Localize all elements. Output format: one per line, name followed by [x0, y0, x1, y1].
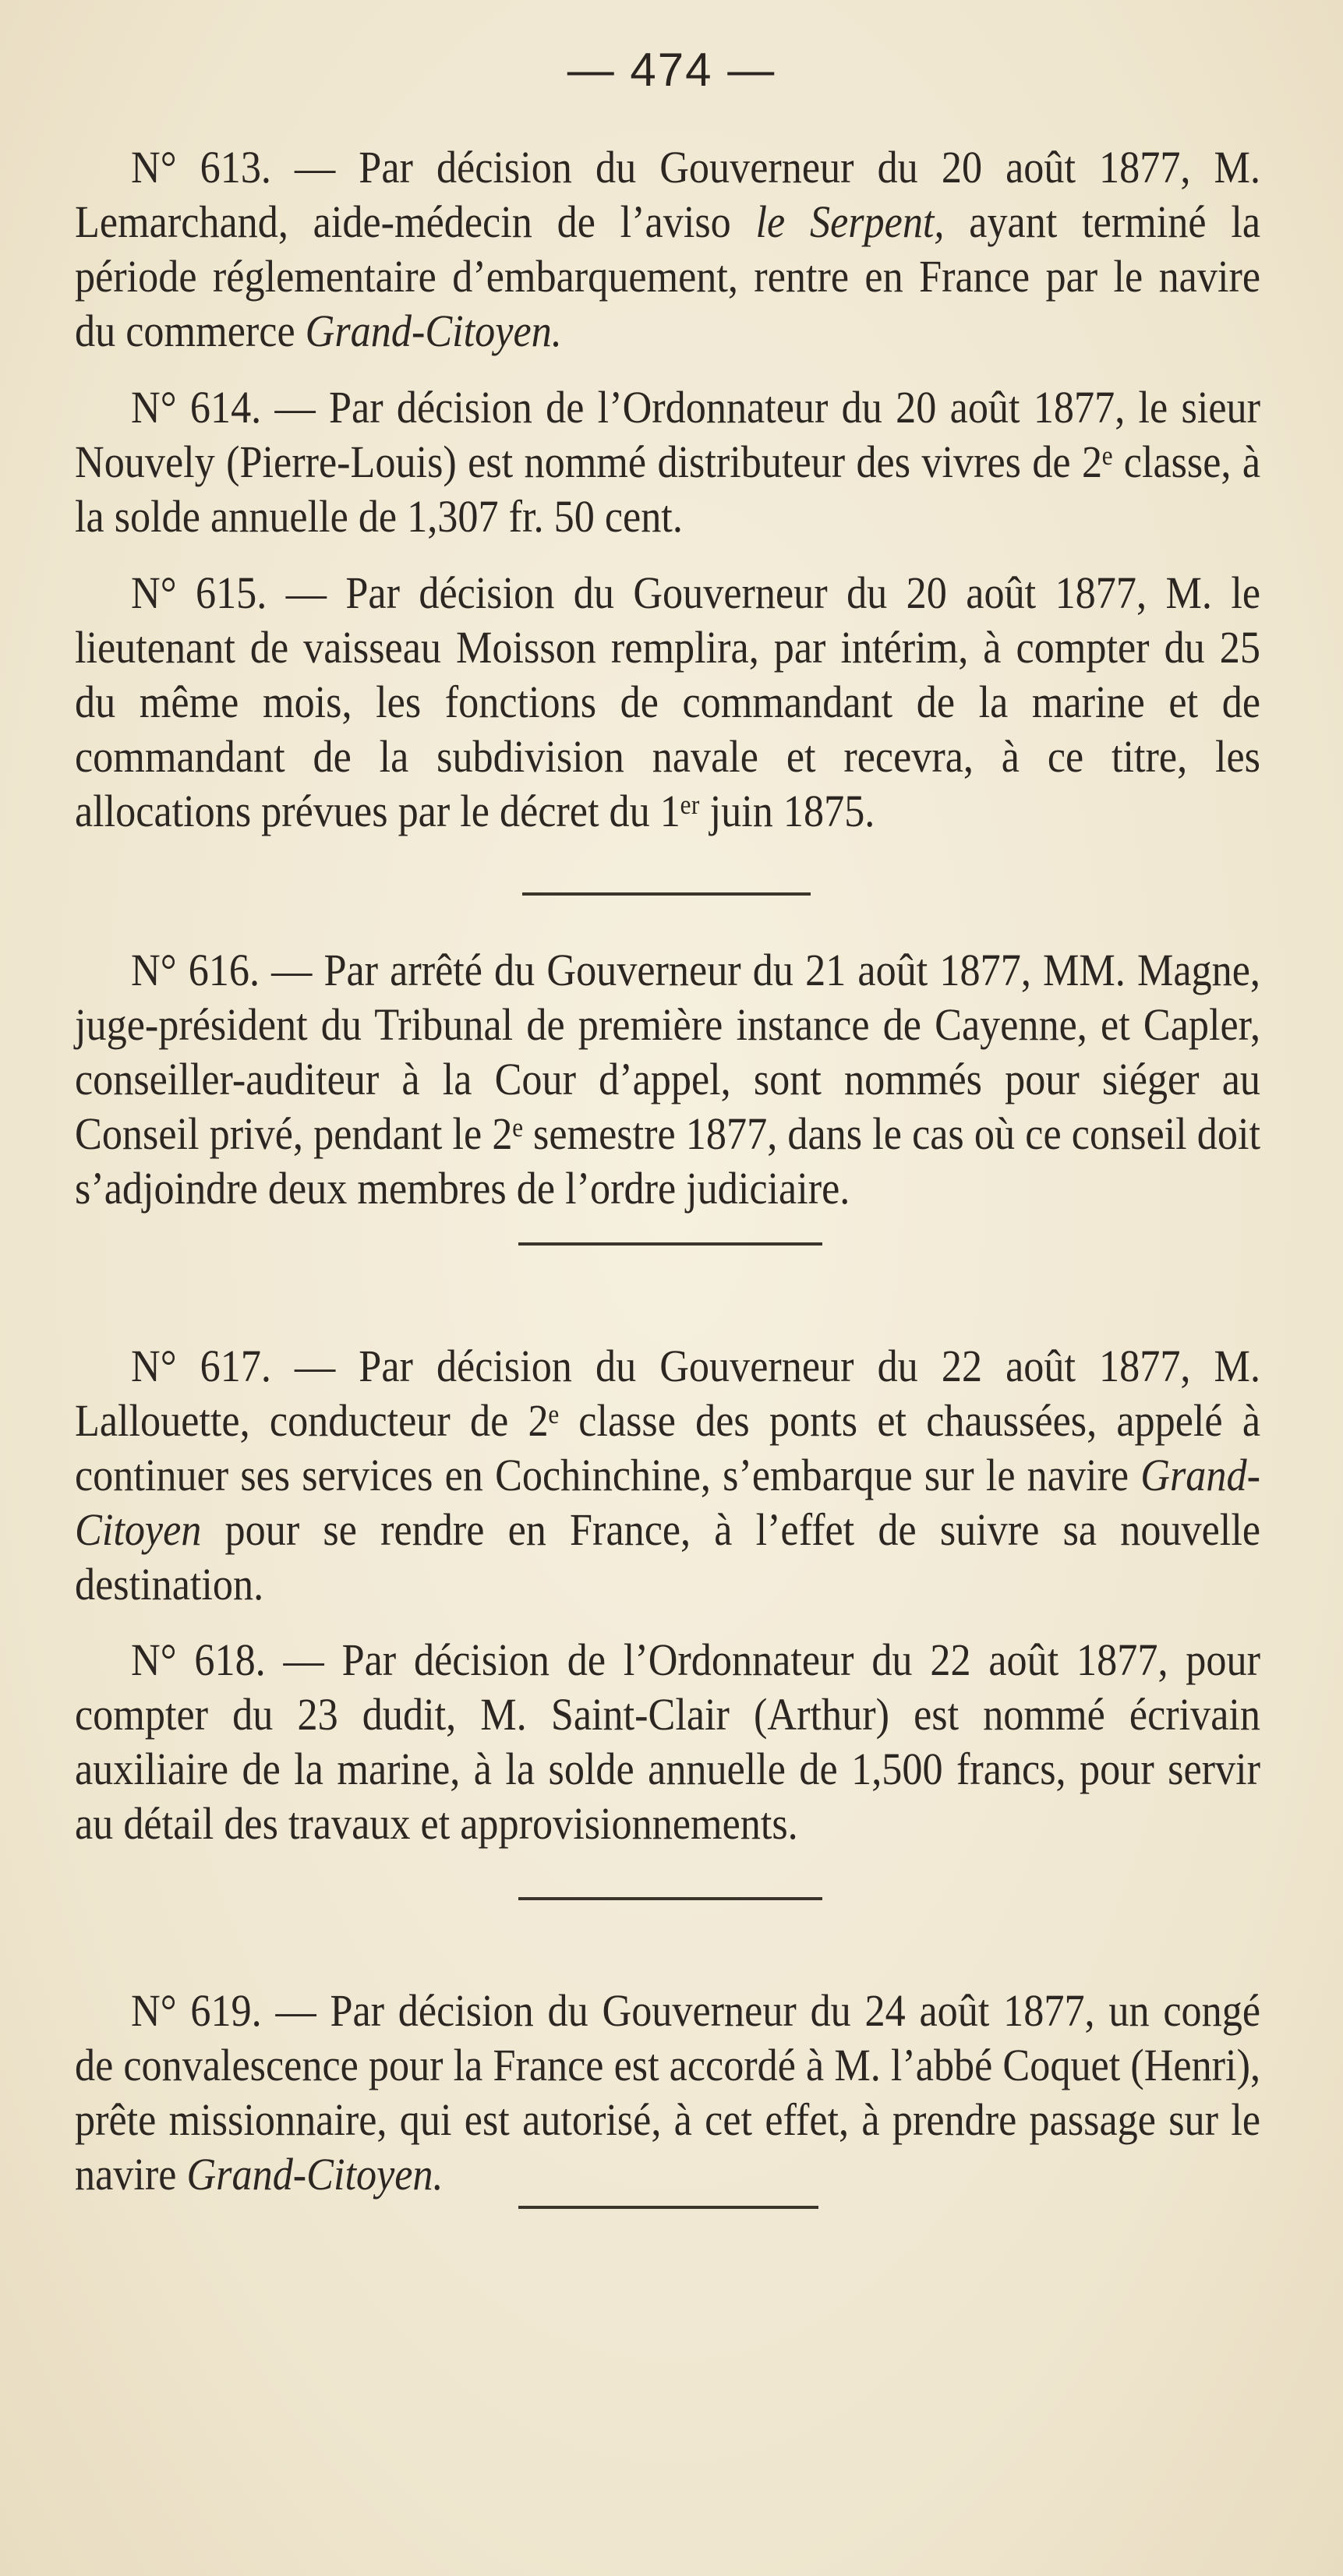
entry-614: [75, 380, 1260, 544]
entry-619-paragraph: [75, 1984, 1260, 2202]
entry-616-paragraph: [75, 943, 1260, 1216]
entry-number: N° 613. —: [131, 142, 336, 193]
vessel-name: Grand-Citoyen.: [305, 306, 562, 356]
entry-615: [75, 566, 1260, 839]
vessel-name: Grand-Citoyen.: [186, 2149, 444, 2200]
entry-text: Par décision de l’Ordonnateur du 20 août 1877, le sieur Nouvely (Pierre-Louis) est nommé distributeur des vivres de 2ᵉ classe, à la solde annuelle de 1,307 fr. 50 cent.: [75, 382, 1260, 542]
entry-text: ayant terminé la période réglementaire d’embarquement, rentre en France par le navire du commerce: [75, 196, 1260, 356]
entry-text: Par décision du Gouverneur du 20 août 1877, M. Lemarchand, aide-médecin de l’aviso: [75, 142, 1261, 247]
section-divider: [518, 2206, 818, 2209]
entry-613: [75, 140, 1260, 359]
entry-text: Par décision du Gouverneur du 24 août 1877, un congé de convalescence pour la France est accordé à M. l’abbé Coquet (Henri), prête missionnaire, qui est autorisé, à cet effet, à prendre passage sur le navire: [75, 1985, 1260, 2200]
page-number: — 474 —: [567, 44, 776, 96]
section-divider: [522, 892, 811, 896]
entry-614-paragraph: [75, 380, 1260, 544]
entry-number: N° 618. —: [131, 1634, 324, 1685]
entry-number: N° 615. —: [131, 567, 327, 618]
entry-number: N° 619. —: [131, 1985, 316, 2036]
entry-number: N° 616. —: [131, 945, 313, 995]
section-divider: [518, 1897, 822, 1900]
entry-number: N° 617. —: [131, 1341, 336, 1391]
entry-text: pour se rendre en France, à l’effet de suivre sa nouvelle destination.: [75, 1504, 1260, 1610]
entry-text: Par décision de l’Ordonnateur du 22 août 1877, pour compter du 23 dudit, M. Saint-Clair (Arthur) est nommé écrivain auxiliaire de la marine, à la solde annuelle de 1,500 francs, pour servir au détail des travaux et approvisionnements.: [75, 1634, 1260, 1849]
vessel-name: Grand-Citoyen: [75, 1450, 1260, 1555]
entry-text: Par arrêté du Gouverneur du 21 août 1877, MM. Magne, juge-président du Tribunal de première instance de Cayenne, et Capler, conseiller-auditeur à la Cour d’appel, sont nommés pour siéger au Conseil privé, pendant le 2ᵉ semestre 1877, dans le cas où ce conseil doit s’adjoindre deux membres de l’ordre judiciaire.: [75, 945, 1260, 1214]
entry-616: [75, 943, 1260, 1216]
entry-617: [75, 1339, 1260, 1612]
entry-618: [75, 1633, 1260, 1851]
entry-615-paragraph: [75, 566, 1260, 839]
vessel-name: le Serpent,: [755, 196, 945, 247]
entry-text: Par décision du Gouverneur du 20 août 1877, M. le lieutenant de vaisseau Moisson remplira, par intérim, à compter du 25 du même mois, les fonctions de commandant de la marine et de commandant de la subdivision navale et recevra, à ce titre, les allocations prévues par le décret du 1ᵉʳ juin 1875.: [75, 567, 1261, 836]
entry-617-paragraph: [75, 1339, 1260, 1612]
entry-613-paragraph: [75, 140, 1260, 359]
entry-number: N° 614. —: [131, 382, 316, 433]
entry-618-paragraph: [75, 1633, 1260, 1851]
section-divider: [518, 1242, 822, 1246]
entry-text: Par décision du Gouverneur du 22 août 1877, M. Lallouette, conducteur de 2ᵉ classe des ponts et chaussées, appelé à continuer ses services en Cochinchine, s’embarque sur le navire: [75, 1341, 1261, 1500]
entry-619: [75, 1984, 1260, 2202]
